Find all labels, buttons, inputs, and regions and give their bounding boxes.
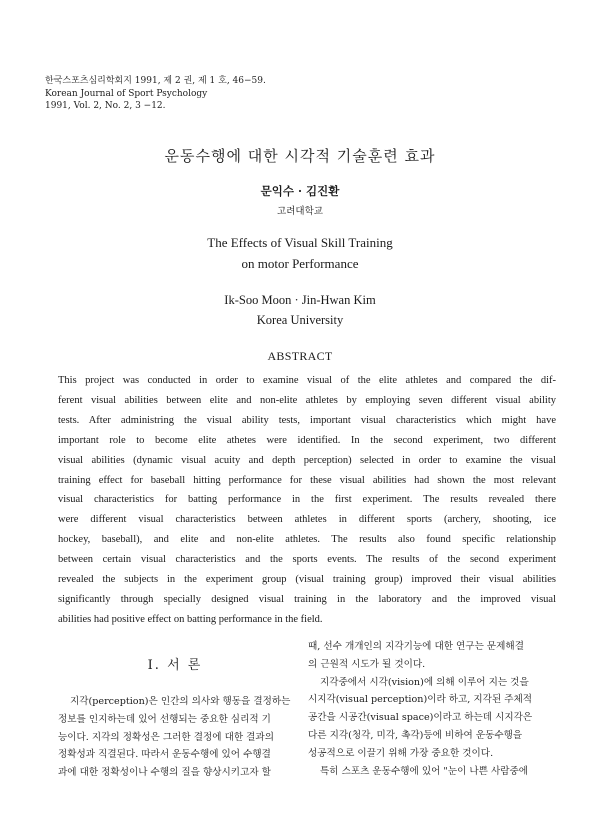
abstract-line: abilities had positive effect on batting performance in the field. bbox=[58, 613, 323, 625]
body-line: 공간을 시공간(visual space)이라고 하는데 시지각은 bbox=[308, 712, 533, 724]
abstract-line: revealed the subjects in the experiment group (visual training group) improved their visual abilities bbox=[58, 574, 556, 586]
journal-header-korean: 한국스포츠심리학회지 1991, 제 2 권, 제 1 호, 46−59. bbox=[45, 76, 266, 86]
abstract-body bbox=[58, 371, 556, 630]
section-heading-introduction: Ⅰ. 서 론 bbox=[147, 658, 203, 673]
body-line: 시지각(visual perception)이라 하고, 지각된 주체적 bbox=[308, 694, 533, 706]
body-line: 과에 대한 정확성이나 수행의 질을 향상시키고자 할 bbox=[58, 767, 271, 779]
abstract-line: ferent visual abilities between elite and non-elite athletes by employing seven different visual ability bbox=[58, 394, 556, 406]
paper-title-korean: 운동수행에 대한 시각적 기술훈련 효과 bbox=[164, 147, 436, 165]
abstract-line: visual characteristics for batting performance in the first experiment. The results revealed there bbox=[58, 494, 556, 506]
body-line: 다른 지각(청각, 미각, 촉각)등에 비하여 운동수행을 bbox=[308, 729, 523, 741]
abstract-line: important role to become elite athetes were identified. In the second experiment, two different bbox=[58, 434, 556, 446]
body-line: 지각(perception)은 인간의 의사와 행동을 결정하는 bbox=[70, 696, 291, 707]
affiliation-english: Korea University bbox=[256, 313, 344, 327]
authors-korean: 문익수 · 김진환 bbox=[260, 184, 340, 198]
authors-english bbox=[0, 290, 600, 330]
paper-title-english bbox=[0, 232, 600, 274]
body-line: 의 근원적 시도가 될 것이다. bbox=[308, 658, 426, 670]
body-line: 정확성과 직결된다. 따라서 운동수행에 있어 수행결 bbox=[58, 749, 271, 761]
journal-header bbox=[45, 75, 266, 113]
abstract-line: significantly through specially designed visual training in the laboratory and the improved visual bbox=[58, 593, 556, 605]
body-column-right bbox=[308, 638, 558, 780]
body-column-left bbox=[58, 693, 298, 782]
paper-title-english-line1: The Effects of Visual Skill Training bbox=[207, 235, 393, 250]
abstract-heading: ABSTRACT bbox=[267, 349, 333, 363]
abstract-line: tests. After administring the visual ability tests, important visual characteristics which might have bbox=[58, 414, 556, 426]
journal-header-english: Korean Journal of Sport Psychology bbox=[45, 88, 208, 99]
abstract-line: training effect for baseball hitting performance for these visual abilities had shown the most relevant bbox=[58, 474, 556, 486]
abstract-line: visual abilities (dynamic visual acuity and depth perception) selected in order to examine the visual bbox=[58, 454, 556, 466]
body-line: 정보를 인지하는데 있어 선행되는 중요한 심리적 기 bbox=[58, 713, 271, 725]
body-line: 능이다. 지각의 정확성은 그러한 결정에 대한 결과의 bbox=[58, 731, 274, 743]
author-names-english: Ik-Soo Moon · Jin-Hwan Kim bbox=[224, 293, 376, 307]
body-line: 지각중에서 시각(vision)에 의해 이루어 지는 것을 bbox=[320, 676, 529, 688]
abstract-line: This project was conducted in order to examine visual of the elite athletes and compared the dif- bbox=[58, 375, 556, 386]
abstract-line: hockey, baseball), and elite and non-elite athletes. The results also found specific relationship bbox=[58, 534, 556, 546]
body-line: 특히 스포츠 운동수행에 있어 "눈이 나쁜 사람중에 bbox=[320, 765, 529, 777]
paper-title-english-line2: on motor Performance bbox=[241, 256, 359, 271]
abstract-line: between certain visual characteristics and the sports events. The results of the second experiment bbox=[58, 554, 556, 566]
body-line: 때, 선수 개개인의 지각기능에 대한 연구는 문제해결 bbox=[308, 641, 524, 652]
affiliation-korean: 고려대학교 bbox=[277, 206, 323, 217]
body-line: 성공적으로 이끌기 위해 가장 중요한 것이다. bbox=[308, 747, 494, 759]
journal-header-volume: 1991, Vol. 2, No. 2, 3 −12. bbox=[45, 101, 166, 111]
abstract-line: were different visual characteristics between athletes in different sports (archery, shooting, ice bbox=[58, 514, 556, 526]
